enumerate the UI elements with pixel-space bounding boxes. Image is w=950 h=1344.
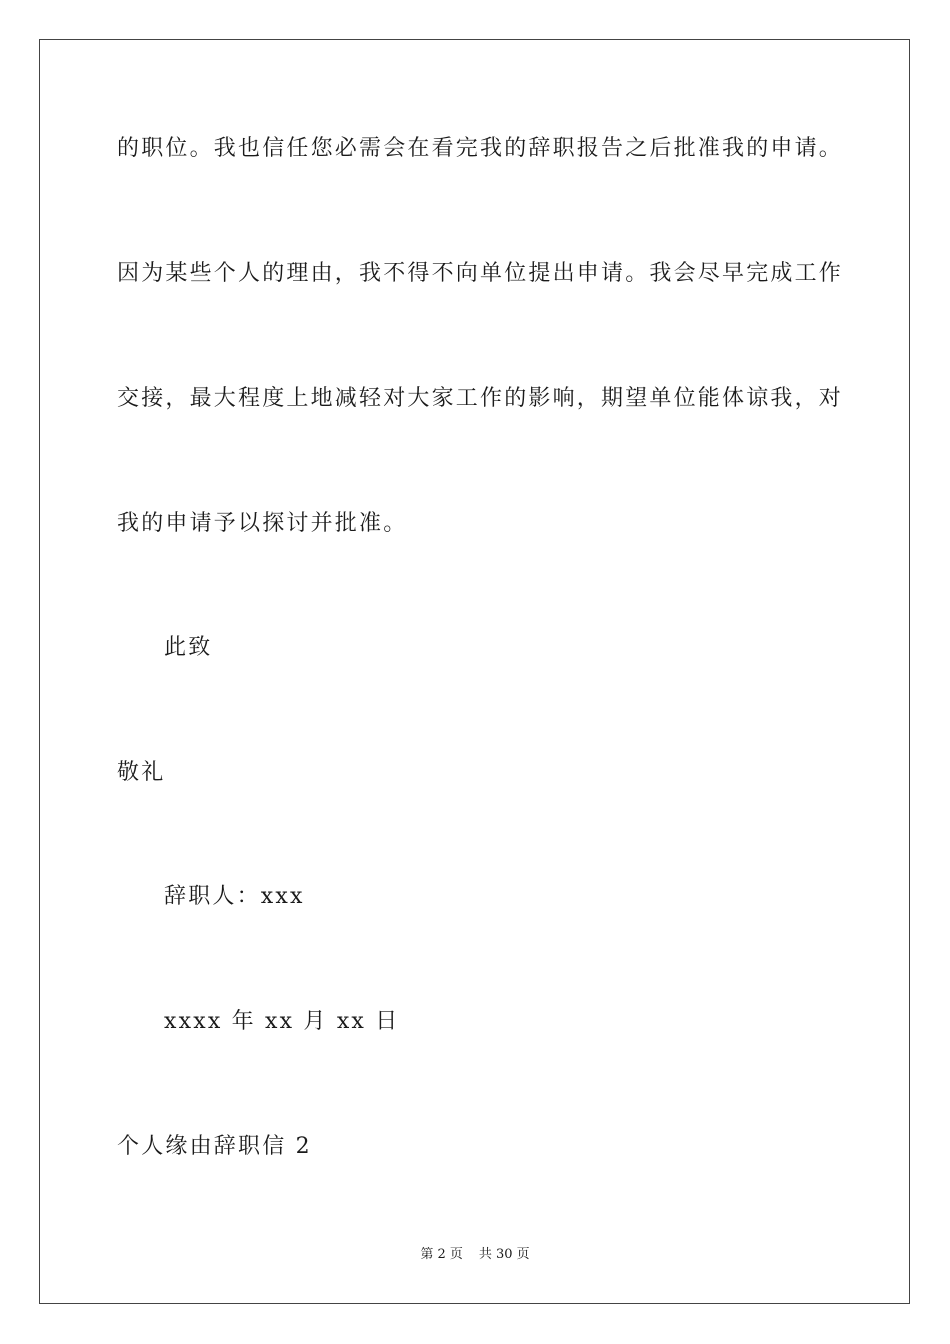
body-line-3: 交接，最大程度上地减轻对大家工作的影响，期望单位能体谅我，对 <box>117 386 844 411</box>
body-line-4: 我的申请予以探讨并批准。 <box>117 511 408 536</box>
page-total: 共 30 页 <box>478 1247 530 1262</box>
signature-line: 辞职人：xxx <box>164 884 305 909</box>
closing-phrase: 此致 <box>164 635 213 660</box>
section-heading: 个人缘由辞职信 2 <box>117 1134 312 1159</box>
salutation: 敬礼 <box>117 760 166 785</box>
date-line: xxxx 年 xx 月 xx 日 <box>164 1009 400 1034</box>
body-line-2: 因为某些个人的理由，我不得不向单位提出申请。我会尽早完成工作 <box>117 261 844 286</box>
page-border <box>39 39 910 1304</box>
page-footer <box>0 1246 950 1264</box>
body-line-1: 的职位。我也信任您必需会在看完我的辞职报告之后批准我的申请。 <box>117 136 844 161</box>
page-number: 第 2 页 <box>420 1247 463 1262</box>
